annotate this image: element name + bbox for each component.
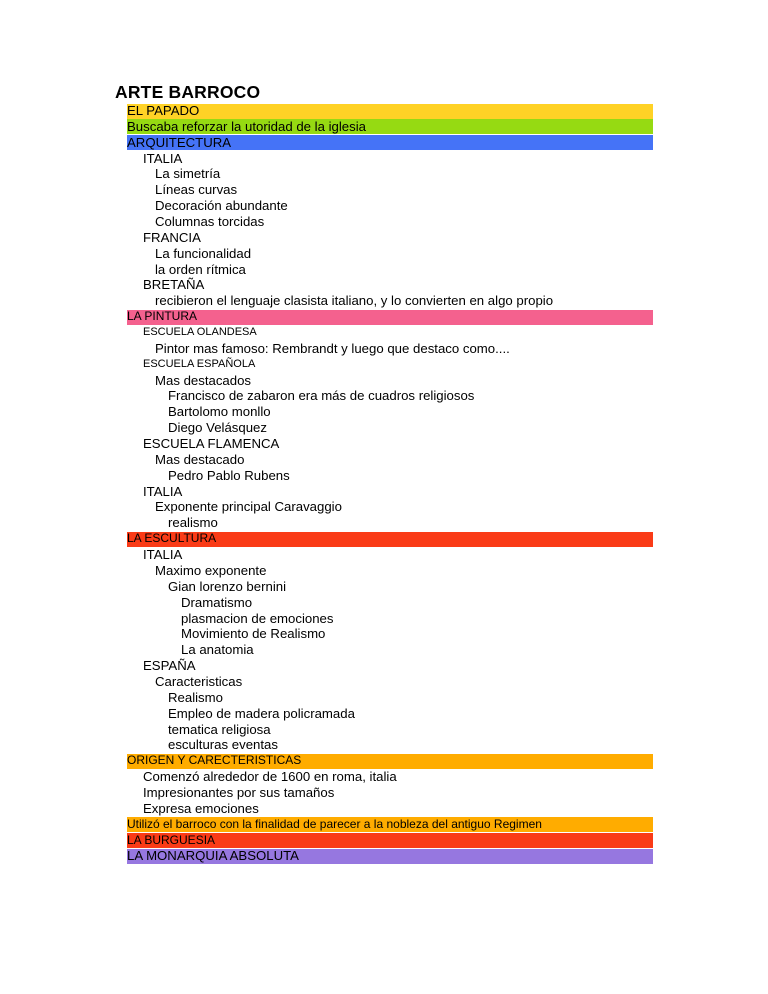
line-text: BRETAÑA bbox=[143, 277, 205, 293]
line-text: Movimiento de Realismo bbox=[181, 626, 326, 642]
highlighted-line bbox=[0, 119, 768, 135]
line-text: Buscaba reforzar la utoridad de la iglesia bbox=[127, 118, 366, 134]
highlighted-line bbox=[0, 753, 768, 769]
line-text: tematica religiosa bbox=[168, 721, 271, 737]
line-text: La anatomia bbox=[181, 642, 254, 658]
line-text: Líneas curvas bbox=[155, 182, 238, 198]
outline-line bbox=[0, 499, 768, 515]
outline-line bbox=[0, 436, 768, 452]
line-text: Mas destacado bbox=[155, 451, 245, 467]
line-text: esculturas eventas bbox=[168, 737, 278, 753]
outline-line bbox=[0, 198, 768, 214]
outline-lines-container bbox=[0, 103, 768, 864]
line-text: Realismo bbox=[168, 689, 223, 705]
outline-line bbox=[0, 579, 768, 595]
outline-line bbox=[0, 706, 768, 722]
line-text: FRANCIA bbox=[143, 229, 201, 245]
line-text: LA BURGUESIA bbox=[127, 832, 216, 847]
outline-line bbox=[0, 722, 768, 738]
outline-line bbox=[0, 690, 768, 706]
outline-line bbox=[0, 388, 768, 404]
line-text: La funcionalidad bbox=[155, 245, 252, 261]
outline-line bbox=[0, 373, 768, 389]
outline-line bbox=[0, 468, 768, 484]
line-text: Gian lorenzo bernini bbox=[168, 578, 287, 594]
outline-line bbox=[0, 293, 768, 309]
outline-line bbox=[0, 262, 768, 278]
highlight-bar-yellow bbox=[127, 104, 653, 119]
line-text: ITALIA bbox=[143, 483, 183, 499]
highlighted-line bbox=[0, 309, 768, 325]
outline-line bbox=[0, 547, 768, 563]
highlight-bar-pink bbox=[127, 310, 653, 325]
outline-line bbox=[0, 325, 768, 341]
outline-line bbox=[0, 563, 768, 579]
outline-line bbox=[0, 801, 768, 817]
highlighted-line bbox=[0, 531, 768, 547]
line-text: ESCUELA ESPAÑOLA bbox=[143, 357, 256, 370]
line-text: Expresa emociones bbox=[143, 800, 259, 816]
outline-line bbox=[0, 341, 768, 357]
line-text: la orden rítmica bbox=[155, 261, 246, 277]
line-text: plasmacion de emociones bbox=[181, 610, 334, 626]
line-text: ESCUELA OLANDESA bbox=[143, 326, 257, 339]
outline-line bbox=[0, 611, 768, 627]
highlighted-line bbox=[0, 103, 768, 119]
outline-line bbox=[0, 642, 768, 658]
outline-line bbox=[0, 230, 768, 246]
line-text: Diego Velásquez bbox=[168, 420, 267, 436]
line-text: Decoración abundante bbox=[155, 198, 288, 214]
outline-line bbox=[0, 357, 768, 373]
line-text: La simetría bbox=[155, 166, 221, 182]
highlighted-line bbox=[0, 817, 768, 833]
line-text: Comenzó alrededor de 1600 en roma, italia bbox=[143, 769, 397, 785]
outline-line bbox=[0, 404, 768, 420]
line-text: Dramatismo bbox=[181, 594, 253, 610]
outline-line bbox=[0, 420, 768, 436]
highlighted-line bbox=[0, 135, 768, 151]
line-text: LA ESCULTURA bbox=[127, 531, 217, 546]
outline-line bbox=[0, 452, 768, 468]
line-text: LA MONARQUIA ABSOLUTA bbox=[127, 848, 299, 864]
line-text: Caracteristicas bbox=[155, 673, 243, 689]
outline-line bbox=[0, 166, 768, 182]
line-text: ARQUITECTURA bbox=[127, 134, 232, 150]
outline-line bbox=[0, 515, 768, 531]
outline-line bbox=[0, 277, 768, 293]
outline-line bbox=[0, 626, 768, 642]
line-text: Maximo exponente bbox=[155, 562, 267, 578]
line-text: realismo bbox=[168, 515, 218, 531]
line-text: Bartolomo monllo bbox=[168, 404, 271, 420]
line-text: ESCUELA FLAMENCA bbox=[143, 436, 280, 452]
line-text: Exponente principal Caravaggio bbox=[155, 499, 342, 515]
outline-line bbox=[0, 246, 768, 262]
line-text: LA PINTURA bbox=[127, 309, 198, 324]
outline-line bbox=[0, 658, 768, 674]
outline-line bbox=[0, 484, 768, 500]
line-text: ESPAÑA bbox=[143, 658, 196, 674]
outline-line bbox=[0, 151, 768, 167]
line-text: ITALIA bbox=[143, 547, 183, 563]
line-text: ITALIA bbox=[143, 150, 183, 166]
line-text: EL PAPADO bbox=[127, 103, 200, 118]
line-text: Francisco de zabaron era más de cuadros religiosos bbox=[168, 388, 475, 404]
outline-line bbox=[0, 595, 768, 611]
document-title: ARTE BARROCO bbox=[115, 82, 261, 102]
line-text: Impresionantes por sus tamaños bbox=[143, 784, 335, 800]
line-text: Utilizó el barroco con la finalidad de parecer a la nobleza del antiguo Regimen bbox=[127, 816, 542, 831]
line-text: Pintor mas famoso: Rembrandt y luego que destaco como.... bbox=[155, 340, 510, 356]
outline-line bbox=[0, 214, 768, 230]
outline-line bbox=[0, 737, 768, 753]
outline-line bbox=[0, 785, 768, 801]
line-text: Empleo de madera policramada bbox=[168, 705, 355, 721]
outline-line bbox=[0, 674, 768, 690]
line-text: Mas destacados bbox=[155, 372, 252, 388]
highlighted-line bbox=[0, 833, 768, 849]
outline-line bbox=[0, 182, 768, 198]
line-text: Columnas torcidas bbox=[155, 214, 265, 230]
line-text: Pedro Pablo Rubens bbox=[168, 467, 290, 483]
line-text: recibieron el lenguaje clasista italiano, y lo convierten en algo propio bbox=[155, 293, 554, 309]
line-text: ORIGEN Y CARECTERISTICAS bbox=[127, 753, 302, 768]
outline-line bbox=[0, 769, 768, 785]
highlighted-line bbox=[0, 848, 768, 864]
